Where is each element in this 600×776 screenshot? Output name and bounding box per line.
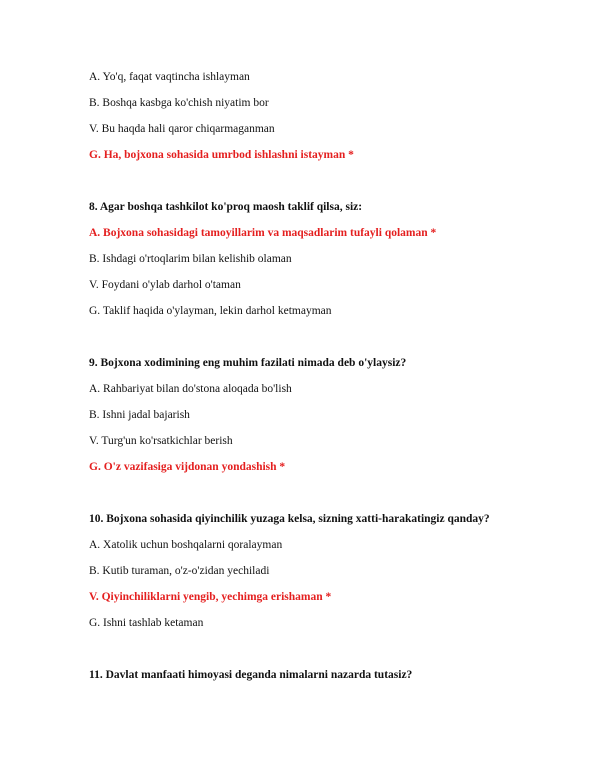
- q8-option-g: G. Taklif haqida o'ylayman, lekin darhol ketmayman: [89, 305, 332, 317]
- question-9: 9. Bojxona xodimining eng muhim fazilati nimada deb o'ylaysiz?: [89, 357, 407, 369]
- prev-option-g-correct: G. Ha, bojxona sohasida umrbod ishlashni istayman *: [89, 149, 354, 161]
- q8-option-v: V. Foydani o'ylab darhol o'taman: [89, 279, 241, 291]
- prev-option-b: B. Boshqa kasbga ko'chish niyatim bor: [89, 97, 269, 109]
- q10-option-b: B. Kutib turaman, o'z-o'zidan yechiladi: [89, 565, 270, 577]
- question-8: 8. Agar boshqa tashkilot ko'proq maosh taklif qilsa, siz:: [89, 201, 363, 213]
- q9-option-a: A. Rahbariyat bilan do'stona aloqada bo'lish: [89, 383, 292, 395]
- q9-option-b: B. Ishni jadal bajarish: [89, 409, 190, 421]
- q10-option-v-correct: V. Qiyinchiliklarni yengib, yechimga erishaman *: [89, 591, 332, 603]
- prev-option-a: A. Yo'q, faqat vaqtincha ishlayman: [89, 71, 250, 83]
- q10-option-a: A. Xatolik uchun boshqalarni qoralayman: [89, 539, 283, 551]
- q8-option-a-correct: A. Bojxona sohasidagi tamoyillarim va maqsadlarim tufayli qolaman *: [89, 227, 437, 239]
- question-10: 10. Bojxona sohasida qiyinchilik yuzaga kelsa, sizning xatti-harakatingiz qanday?: [89, 513, 490, 525]
- q8-option-b: B. Ishdagi o'rtoqlarim bilan kelishib olaman: [89, 253, 292, 265]
- q9-option-v: V. Turg'un ko'rsatkichlar berish: [89, 435, 233, 447]
- question-11: 11. Davlat manfaati himoyasi deganda nimalarni nazarda tutasiz?: [89, 669, 413, 681]
- prev-option-v: V. Bu haqda hali qaror chiqarmaganman: [89, 123, 275, 135]
- q10-option-g: G. Ishni tashlab ketaman: [89, 617, 204, 629]
- q9-option-g-correct: G. O'z vazifasiga vijdonan yondashish *: [89, 461, 286, 473]
